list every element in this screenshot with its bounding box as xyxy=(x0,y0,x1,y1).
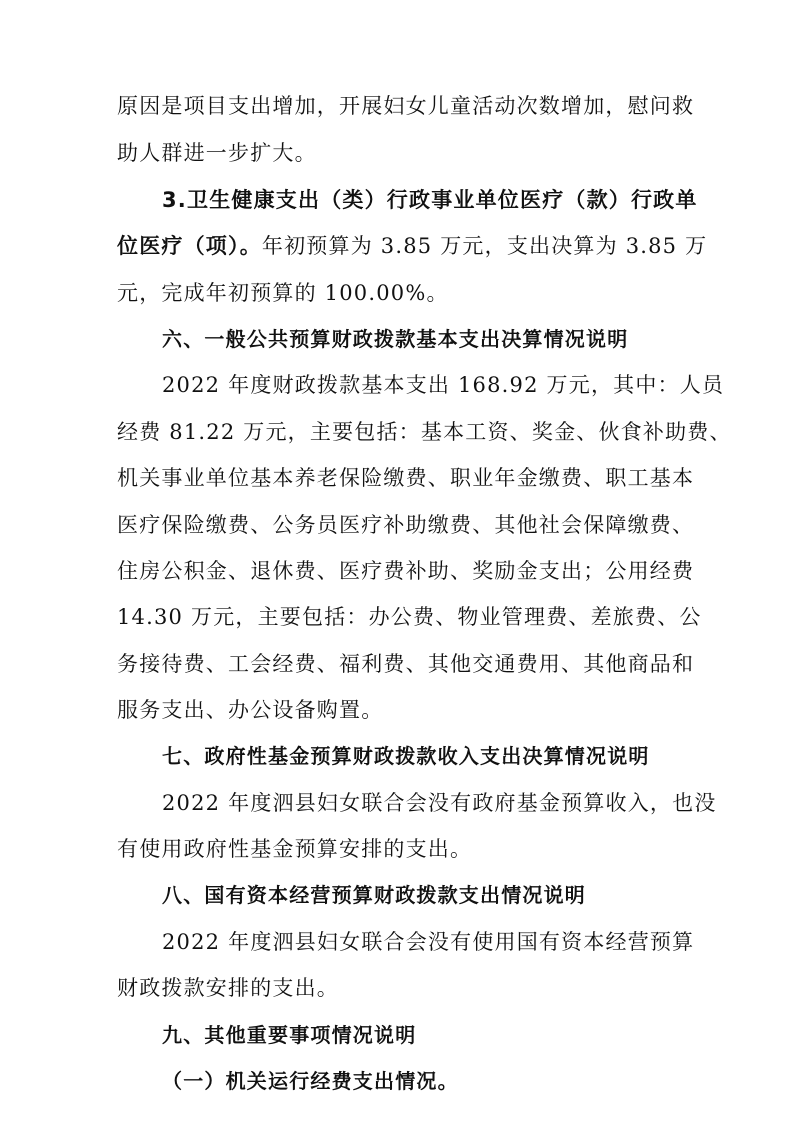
section-heading: 八、国有资本经营预算财政拨款支出情况说明 xyxy=(162,883,586,907)
paragraph-line: 2022 年度泗县妇女联合会没有政府基金预算收入，也没 xyxy=(162,791,717,815)
paragraph-text: 年初预算为 3.85 万元，支出决算为 3.85 万 xyxy=(261,234,708,258)
section-heading: 六、一般公共预算财政拨款基本支出决算情况说明 xyxy=(162,327,629,351)
paragraph-line: 机关事业单位基本养老保险缴费、职业年金缴费、职工基本 xyxy=(117,466,695,490)
paragraph-line: 务接待费、工会经费、福利费、其他交通费用、其他商品和 xyxy=(117,652,695,676)
paragraph-line xyxy=(117,232,707,260)
paragraph-line: 有使用政府性基金预算安排的支出。 xyxy=(117,837,473,861)
paragraph-line: 财政拨款安排的支出。 xyxy=(117,976,339,1000)
paragraph-line: 14.30 万元，主要包括：办公费、物业管理费、差旅费、公 xyxy=(117,605,702,629)
subsection-heading: （一）机关运行经费支出情况。 xyxy=(162,1069,459,1093)
paragraph-line: 元，完成年初预算的 100.00%。 xyxy=(117,281,449,305)
section-heading: 七、政府性基金预算财政拨款收入支出决算情况说明 xyxy=(162,744,650,768)
paragraph-line: 2022 年度财政拨款基本支出 168.92 万元，其中：人员 xyxy=(162,373,725,397)
paragraph-line: 助人群进一步扩大。 xyxy=(117,141,317,165)
item-heading-bold: 3.卫生健康支出（类）行政事业单位医疗（款）行政单 xyxy=(162,188,698,212)
section-heading: 九、其他重要事项情况说明 xyxy=(162,1023,417,1047)
paragraph-line: 医疗保险缴费、公务员医疗补助缴费、其他社会保障缴费、 xyxy=(117,513,695,537)
paragraph-line: 2022 年度泗县妇女联合会没有使用国有资本经营预算 xyxy=(162,930,695,954)
paragraph-line: 原因是项目支出增加，开展妇女儿童活动次数增加，慰问救 xyxy=(117,94,695,118)
paragraph-line: 服务支出、办公设备购置。 xyxy=(117,698,384,722)
item-heading-bold-cont: 位医疗（项）。 xyxy=(117,234,262,258)
paragraph-line: 住房公积金、退休费、医疗费补助、奖励金支出；公用经费 xyxy=(117,559,695,583)
paragraph-line: 经费 81.22 万元，主要包括：基本工资、奖金、伙食补助费、 xyxy=(117,420,732,444)
